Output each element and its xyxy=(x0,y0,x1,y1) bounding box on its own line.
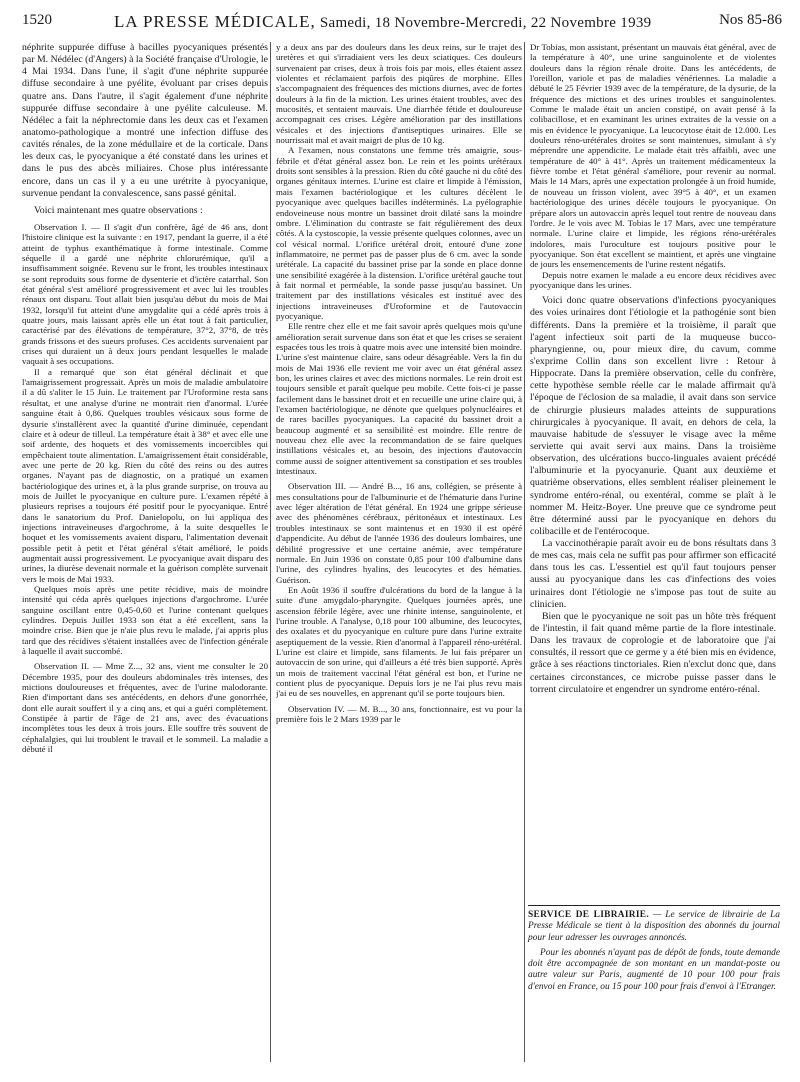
paragraph: y a deux ans par des douleurs dans les deux reins, sur le trajet des uretères et qui s'irradiaient vers les deux sciatiques. Ces douleurs survenaient par crises, deux à trois fois par mois, elles étaient assez violentes et réclamaient parfois des piqûres de morphine. Elles s'accompagnaient des fréquences des mictions diurnes, avec de fortes douleurs à la fin de la miction. Les urines étaient troubles, avec des mucosités, et sentaient mauvais. Une diarrhée fétide et douloureuse accompagnait ces crises. Légère amélioration par des instillations vésicales et des injections d'antiseptiques urinaires. Elle se nourrissait mal et avait maigri de plus de 10 kg. xyxy=(276,42,522,146)
paragraph: Observation II. — Mme Z..., 32 ans, vient me consulter le 20 Décembre 1935, pour des douleurs abdominales très intenses, des mictions douloureuses et fréquentes, avec de l'urine malodorante. Rien d'important dans ses antécédents, en dehors d'une gonorrhée, dont elle aurait souffert il y a cinq ans, et qui a guéri complètement. Constipée à partir de l'âge de 21 ans, avec des évacuations incomplètes tous les deux à trois jours. Elle souffre très souvent de céphalalgies, qui lui troublent le travail et le sommeil. La maladie a débuté il xyxy=(22,661,268,755)
column-rule xyxy=(524,42,525,1062)
paragraph: Elle rentre chez elle et me fait savoir après quelques mois qu'une amélioration serait survenue dans son état et que les crises se seraient espacées tous les trois à quatre mois avec une intensité bien moindre. L'urine s'est maintenue claire, sans odeur désagréable. Vers la fin du mois de Mai 1936 elle revient me voir avec un état général assez bon, les urines claires et avec des mictions normales. Le rein droit est toujours sensible et paraît quelque peu mobile. Cette fois-ci je passe facilement dans le bassinet droit et en recueille une urine claire qui, à l'examen bactériologique, ne dénote que quelques polynucléaires et de rares bacilles pyocyaniques. La capacité du bassinet droit a beaucoup augmenté et sa sensibilité est moindre. Elle rentre de nouveau chez elle avec la recommandation de se faire quelques instillations vésicales et, au besoin, des injections d'autovaccin comme aussi de soigner attentivement sa constipation et ses troubles intestinaux. xyxy=(276,321,522,477)
paragraph: Observation I. — Il s'agit d'un confrère, âgé de 46 ans, dont l'histoire clinique est la suivante : en 1917, pendant la guerre, il a été atteint de typhus exanthématique à forme intestinale. Comme séquelle il a gardé une néphrite chlorurémique, qu'il a insuffisamment soignée. Revenu sur le front, les troubles intestinaux se sont reproduits sous forme de dysenterie et d'ictère catarrhal. Son état général s'est amélioré progressivement et avec lui les troubles rénaux ont disparu. Tout allait bien jusqu'au début du mois de Mai 1932, lorsqu'il fut atteint d'une amygdalite qui a cédé après trois à quatre jours, mais laissant après elle un état tout à fait particulier, caractérisé par des élévations de température, 37°2, 37°8, de très grands frissons et des sueurs profuses. Ces accidents survenaient par crises qui duraient un à deux jours pendant lesquelles le malade vaquait à ses occupations. xyxy=(22,221,268,367)
paragraph: Dr Tobias, mon assistant, présentant un mauvais état général, avec de la température à 40°, une urine sanguinolente et de violentes douleurs dans la région rénale droite. Dans les antécédents, de l'oreillon, variole et pas de maladies vénériennes. La maladie a débuté le 25 Février 1939 avec de la température, de la dysurie, de la fréquence des mictions et des urines troubles et sanguinolentes. Comme le malade était un ancien constipé, on avait pensé à la colibacillose, et en examinant les urines extraites de la vessie on a mis en évidence le pyocyanique. La leucocytose était de 12.000. Les douleurs réno-urétérales droites se sont maintenues, simulant à s'y méprendre une appendicite. Le malade était très affaibli, avec une température de 40° à 41°. Après un traitement médicamenteux la fièvre tombe et l'état général s'améliore, pour revenir au normal. Mais le 14 Mars, après une expectation prolongée à un froid humide, de nouveau un frisson violent, avec 39°5 à 40°, et un examen bactériologique des urines décèle toujours le pyocyanique. On prépare alors un autovaccin après lequel tout rentre de nouveau dans l'ordre. Je le vois avec M. Tobias le 17 Mars, avec une température normale. L'urine claire et limpide, les régions réno-urétérales indolores, mais l'uroculture est toujours positive pour le pyocyanique. Son état excellent se maintient, et après une vingtaine de jours les ensemencements de l'urine restent négatifs. xyxy=(530,42,776,270)
running-title xyxy=(114,12,651,32)
running-header xyxy=(22,12,782,36)
paragraph: Observation III. — André B..., 16 ans, collégien, se présente à mes consultations pour de l'albuminurie et de l'hématurie dans l'urine avec léger altération de l'état général. En 1924 une grippe sérieuse avec des phénomènes cérébraux, péritonéaux et intestinaux. Les troubles intestinaux se sont maintenus et en 1930 il est opéré d'appendicite. Au début de l'année 1936 des douleurs lombaires, une débilité progressive et une certaine anémie, avec température normale. En Juin 1936 on constate 0,85 pour 100 d'albumine dans l'urine, des cylindres hyalins, des leucocytes et des hématies. Guérison. xyxy=(276,481,522,585)
journal-masthead: LA PRESSE MÉDICALE, xyxy=(114,12,316,31)
paragraph: A l'examen, nous constatons une femme très amaigrie, sous-fébrile et d'état général assez bon. Le rein et les points urétéraux droits sont sensibles à la pression. Rien du côté gauche ni du côté des organes génitaux internes. L'urine est claire et limpide à l'émission, mais l'examen bactériologique et les cultures décèlent le pyocyanique avec quelques bacilles indéterminés. La pyélographie endoveineuse nous montre un bassinet droit dilaté sans la moindre ombre. L'élimination du contraste se fait régulièrement des deux côtés. A la cystoscopie, la vessie présente quelques colonnes, avec un col vésical normal. L'orifice urétéral droit, entouré d'une zone inflammatoire, ne permet pas de passer plus de 6 cm. avec la sonde urétérale. La capacité du bassinet prise par la sonde en place donne une sensibilité exagérée à la distension. L'orifice urétéral gauche tout à fait normal et perméable, la sonde passe jusqu'au bassinet. Un traitement par des instillations vésicales est institué avec des injections intraveineuses d'Uroformine et de l'autovaccin pyocyanique. xyxy=(276,145,522,321)
paragraph: Voici donc quatre observations d'infections pyocyaniques des voies urinaires dont l'étiologie et la pathogénie sont bien différents. Dans la première et la troisième, il paraît que l'agent infectieux soit parti de la muqueuse bucco-pharyngienne, ou, pour mieux dire, du cavum, comme s'exprime Collin dans son excellent livre : Retour à Hippocrate. Dans la première observation, celle du confrère, cette hypothèse semble réelle car le malade affirmait qu'à l'époque de l'éclosion de sa maladie, il avait dans son service de chirurgie plusieurs malades atteints de suppurations chirurgicales à pyocyanique. Il avait, en dehors de cela, la mauvaise habitude de s'essuyer le visage avec la même serviette qui avait servi aux mains. Dans la troisième observation, des ulcérations bucco-linguales avaient précédé l'albuminurie et la pyocyanurie. Quant aux deuxième et quatrième observations, elles semblent réaliser pleinement le syndrome entéro-rénal, ou exentéral, comme se plaît à le nommer M. Heitz-Boyer. Une preuve que ce syndrome peut être déterminé aussi par le pyocyanique en dehors du colibacille et de l'entérocoque. xyxy=(530,295,776,537)
paragraph: Voici maintenant mes quatre observations : xyxy=(34,204,203,216)
notice-title: SERVICE DE LIBRAIRIE. xyxy=(528,910,649,920)
paragraph: Bien que le pyocyanique ne soit pas un hôte très fréquent de l'intestin, il fait quand même partie de la flore intestinale. Dans les travaux de coprologie et de laboratoire que j'ai consultés, il ressort que ce germe y a été bien mis en évidence, grâce à ses réactions tinctoriales. Rien n'exclut donc que, dans certaines circonstances, ce microbe puisse passer dans le torrent circulatoire et engendrer un syndrome entéro-rénal. xyxy=(530,610,776,695)
paragraph: néphrite suppurée diffuse à bacilles pyocyaniques présentés par M. Nédélec (d'Angers) à la Société française d'Urologie, le 4 Mai 1934. Dans l'une, il s'agit d'une néphrite suppurée diffuse secondaire à une pyélite, évoluant par crises depuis quatre ans. Dans l'autre, il s'agit également d'une néphrite suppurée diffuse secondaire à une pyélite calculeuse. M. Nédélec a fait la néphrectomie dans les deux cas et l'examen anatomo-pathologique a montré une infection diffuse des cavités rénales, de la zone médullaire et de la corticale. Dans les deux cas, le pyocyanique a été constaté dans les urines et dans le pus des abcès miliaires. Chose plus intéressante encore, dans un cas il y a eu une urétrite à pyocyanique, survenue pendant la convalescence, sans passé génital. xyxy=(22,42,268,199)
paragraph: La vaccinothérapie paraît avoir eu de bons résultats dans 3 de mes cas, mais cela ne suffit pas pour affirmer son efficacité dans tous les cas. L'essentiel est qu'il faut toujours penser aussi au pyocyanique dans les cas d'infections des voies urinaires dont l'étiologie ne s'impose pas tout de suite au clinicien. xyxy=(530,538,776,610)
text-column-3 xyxy=(530,42,776,900)
issue-date: Samedi, 18 Novembre-Mercredi, 22 Novembre 1939 xyxy=(319,15,652,31)
paragraph: Observation IV. — M. B..., 30 ans, fonctionnaire, est vu pour la première fois le 2 Mars 1939 par le xyxy=(276,703,522,724)
text-column-2 xyxy=(276,42,522,1062)
notice-intro: — Le service de librairie de La Presse Médicale se tient à la disposition des abonnés du journal pour leur adresser les ouvrages annoncés. xyxy=(528,910,780,943)
text-column-1 xyxy=(22,42,268,1062)
paragraph: En Août 1936 il souffre d'ulcérations du bord de la langue à la suite d'une amygdalo-pharyngite. Quelques journées après, une ascension fébrile légère, avec une rhinite intense, sanguinolente, et l'urine trouble. A l'analyse, 0,18 pour 100 albumine, des leucocytes, des oxalates et du pyocyanique en culture pure dans l'urine extraite aseptiquement de la vessie. Rien d'anormal à l'appareil réno-urétéral. L'urine est claire et limpide, sans filaments. Je lui fais préparer un autovaccin de son urine, qui d'ailleurs a été très bien supporté. Après un mois de traitement vaccinal l'état général est bon, et l'urine ne contient plus de pyocyanique. Depuis lors je ne l'ai plus revu mais j'ai eu de ses nouvelles, en apprenant qu'il se porte toujours bien. xyxy=(276,584,522,699)
paragraph: Il a remarqué que son état général déclinait et que l'amaigrissement progressait. Après un mois de maladie ambulatoire il a dû s'aliter le 15 Juin. Le traitement par l'Uroformine resta sans résultat, et une analyse d'urine ne montrait rien d'anormal. L'urée sanguine était à 0,86. Quelques troubles vésicaux sous forme de dysurie s'installèrent avec la quantité d'urine diminuée, cependant claire et à odeur de tilleul. La température était à 38° et avec elle une soif ardente, des hoquets et des vomissements incoercibles qui empêchaient toute alimentation. L'amaigrissement était considérable, avec une perte de 20 kg. Rien du côté des reins ou des autres organes. N'ayant pas de diagnostic, on a pratiqué un examen bactériologique des urines et, à la plus grande surprise, on trouva au mois de Juillet le pyocyanique en culture pure. L'examen répété à plusieurs reprises a toujours été positif pour le pyocyanique. Entré dans le sanatorium du Prof. Danielopolu, on lui appliqua des injections intraveineuses d'argochrome, à la suite desquelles le hoquet et les vomissements avaient disparu, l'alimentation devenait possible petit à petit et l'état général s'était amélioré, le poids augmentait aussi progressivement. Le pyocyanique avait disparu des urines, la diurèse devenait normale et la guérison complète survenait vers le mois de Mai 1933. xyxy=(22,366,268,584)
service-de-librairie-notice xyxy=(528,905,780,1066)
page-number: 1520 xyxy=(22,12,52,28)
notice-body: Pour les abonnés n'ayant pas de dépôt de fonds, toute demande doit être accompagnée de son montant en un mandat-poste ou autre valeur sur Paris, augmenté de 10 pour 100 pour frais d'envoi en France, ou 15 pour 100 pour frais d'envoi à l'Etranger. xyxy=(528,947,780,992)
paragraph: Depuis notre examen le malade a eu encore deux récidives avec pyocyanique dans les urines. xyxy=(530,269,776,290)
issue-number: Nos 85-86 xyxy=(719,12,782,28)
column-rule xyxy=(270,42,271,1062)
paragraph: Quelques mois après une petite récidive, mais de moindre intensité qui céda après quelques injections d'argochrome. L'urée sanguine oscillant entre 0,45-0,60 et l'urine contenant quelques cylindres. Depuis Juillet 1933 son état a été excellent, sans la moindre crise. Bien que je n'aie plus revu le malade, j'ai appris plus tard que des récidives s'étaient installées avec de l'infection générale à laquelle il avait succombé. xyxy=(22,584,268,657)
